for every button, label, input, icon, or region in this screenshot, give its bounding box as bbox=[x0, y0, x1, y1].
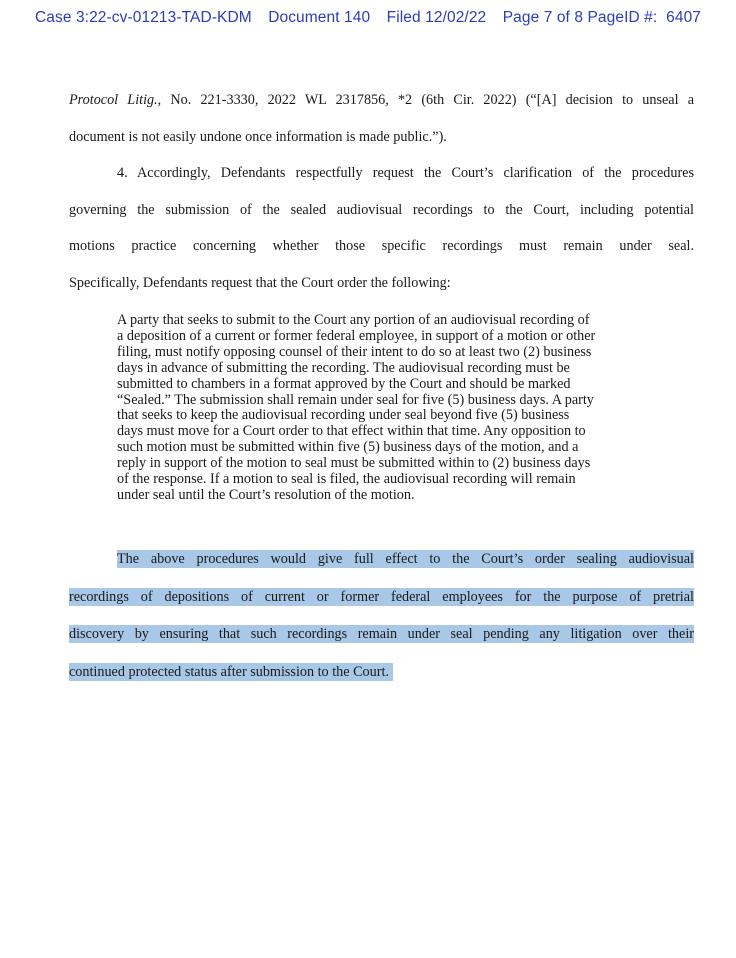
text-line bbox=[69, 82, 694, 119]
quote-line: of the response. If a motion to seal is filed, the audiovisual recording will remain bbox=[117, 471, 576, 488]
quote-line: days must move for a Court order to that effect within that time. Any opposition to bbox=[117, 423, 586, 440]
continued-paragraph bbox=[69, 82, 694, 155]
highlighted-line[interactable] bbox=[69, 654, 694, 692]
text-line: document is not easily undone once information is made public.”). bbox=[69, 128, 447, 145]
citation-rest: , No. 221-3330, 2022 WL 2317856, *2 (6th Cir. 2022) (“[A] decision to unseal a bbox=[157, 92, 695, 108]
text-line: 4. Accordingly, Defendants respectfully request the Court’s clarification of the procedures bbox=[117, 165, 694, 181]
quote-line: A party that seeks to submit to the Court any portion of an audiovisual recording of bbox=[117, 312, 590, 328]
page-id: 6407 bbox=[666, 9, 702, 26]
text-line: motions practice concerning whether those specific recordings must remain under seal. bbox=[69, 238, 694, 255]
case-citation-italic: Protocol Litig. bbox=[69, 92, 158, 108]
highlight-selection[interactable]: discovery by ensuring that such recordings remain under seal pending any litigation over their bbox=[69, 626, 694, 642]
filed-date: Filed 12/02/22 bbox=[386, 9, 487, 26]
block-quote bbox=[117, 313, 645, 504]
paragraph-4 bbox=[69, 155, 694, 301]
highlight-selection[interactable]: recordings of depositions of current or former federal employees for the purpose of pretrial bbox=[69, 588, 694, 605]
quote-line: days in advance of submitting the recording. The audiovisual recording must be bbox=[117, 359, 570, 376]
quote-line: filing, must notify opposing counsel of their intent to do so at least two (2) business bbox=[117, 343, 592, 360]
quote-line: that seeks to keep the audiovisual recording under seal beyond five (5) business bbox=[117, 407, 570, 424]
highlighted-line[interactable] bbox=[69, 579, 694, 617]
highlighted-line[interactable] bbox=[69, 541, 694, 579]
text-line: Specifically, Defendants request that the Court order the following: bbox=[69, 274, 451, 291]
page-info: Page 7 of 8 PageID #: bbox=[502, 9, 658, 26]
document-number: Document 140 bbox=[268, 9, 371, 26]
quote-line: a deposition of a current or former federal employee, in support of a motion or other bbox=[117, 327, 596, 344]
case-number: Case 3:22-cv-01213-TAD-KDM bbox=[34, 9, 252, 26]
highlight-selection[interactable]: continued protected status after submission to the Court. bbox=[69, 663, 393, 681]
highlighted-line[interactable] bbox=[69, 616, 694, 654]
ecf-header bbox=[0, 9, 736, 27]
quote-line: submitted to chambers in a format approved by the Court and should be marked bbox=[117, 375, 571, 392]
quote-line: such motion must be submitted within five (5) business days of the motion, and a bbox=[117, 439, 579, 456]
text-line: governing the submission of the sealed audiovisual recordings to the Court, including potential bbox=[69, 201, 694, 218]
highlighted-paragraph[interactable] bbox=[69, 541, 694, 691]
highlight-selection[interactable]: The above procedures would give full effect to the Court’s order sealing audiovisual bbox=[117, 551, 694, 567]
quote-line: “Sealed.” The submission shall remain under seal for five (5) business days. A party bbox=[117, 391, 594, 408]
quote-line: reply in support of the motion to seal must be submitted within to (2) business days bbox=[117, 455, 591, 472]
quote-line: under seal until the Court’s resolution of the motion. bbox=[117, 486, 415, 503]
